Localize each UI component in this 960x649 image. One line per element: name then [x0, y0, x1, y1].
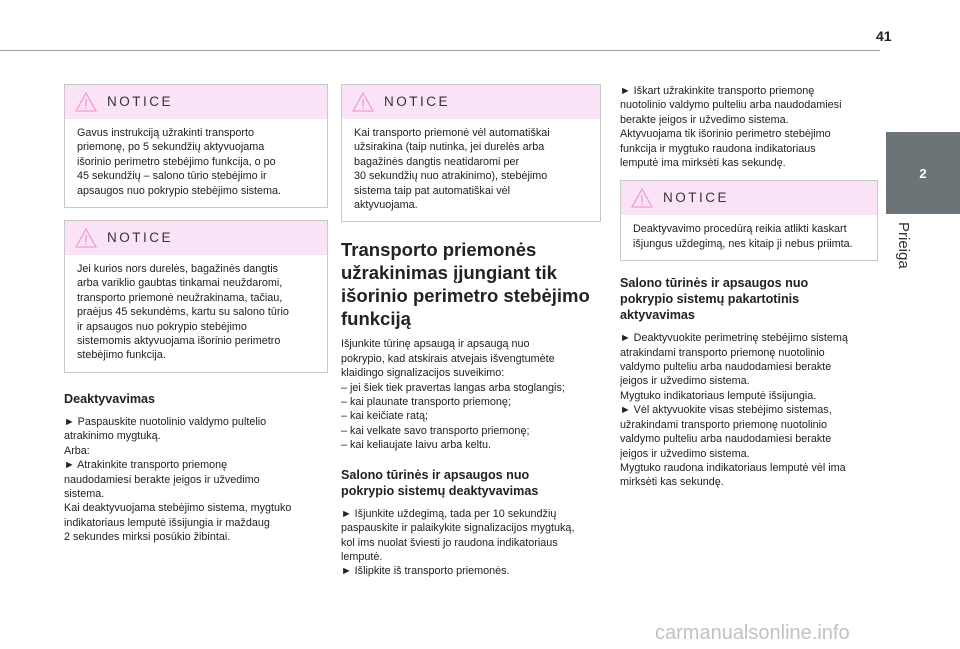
section-body: ► Deaktyvuokite perimetrinę stebėjimo sistemą atrakindami transporto priemonę nuotolinio valdymo pulteliu arba naudodamiesi berakte įeigos ir užvedimo sistema. Mygtuko indikatoriaus lemputė išsijungia. ► Vėl aktyvuokite visas stebėjimo sistemas, užrakindami transporto priemonę nuotolinio valdymo pulteliu arba naudodamiesi berakte įeigos ir užvedimo sistema. Mygtuko raudona indikatoriaus lemputė vėl ima mirksėti kas sekundę.: [620, 332, 848, 489]
notice-box: [64, 84, 328, 208]
chapter-number: 2: [919, 165, 927, 181]
watermark: carmanualsonline.info: [655, 622, 850, 644]
chapter-label: Prieiga: [895, 222, 912, 269]
notice-title: NOTICE: [384, 93, 451, 109]
notice-header: [65, 221, 327, 255]
notice-box: [620, 180, 878, 261]
section-body: Išjunkite tūrinę apsaugą ir apsaugą nuo pokrypio, kad atskirais atvejais išvengtumėte klaidingo signalizacijos suveikimo: – jei šiek tiek pravertas langas arba stoglangis; – kai plaunate transporto priemonę; – kai keičiate ratą; – kai velkate savo transporto priemonę; – kai keliaujate laivu arba keltu.: [341, 338, 565, 452]
chapter-tab[interactable]: [886, 132, 960, 214]
section-heading-volumetric-deactivation: Salono tūrinės ir apsaugos nuo pokrypio sistemų deaktyvavimas: [341, 467, 539, 498]
notice-header: [65, 85, 327, 119]
notice-title: NOTICE: [107, 93, 174, 109]
notice-header: [342, 85, 600, 119]
section-heading-perimeter-lock: Transporto priemonės užrakinimas įjungiant tik išorinio perimetro stebėjimo funkciją: [341, 239, 590, 330]
section-body: ► Išjunkite uždegimą, tada per 10 sekundžių paspauskite ir palaikykite signalizacijos mygtuką, kol ims nuolat šviesti jo raudona indikatoriaus lemputė. ► Išlipkite iš transporto priemonės.: [341, 507, 575, 578]
section-body: ► Iškart užrakinkite transporto priemonę nuotolinio valdymo pulteliu arba naudodamiesi berakte įeigos ir užvedimo sistema. Aktyvuojama tik išorinio perimetro stebėjimo funkcija ir mygtuko raudona indikatoriaus lemputė ima mirksėti kas sekundę.: [620, 85, 842, 170]
column-1: [64, 84, 328, 545]
notice-title: NOTICE: [107, 229, 174, 245]
notice-text: Deaktyvavimo procedūrą reikia atlikti kaskart išjungus uždegimą, nes kitaip ji nebus priimta.: [633, 223, 853, 250]
notice-text: Gavus instrukciją užrakinti transporto priemonę, po 5 sekundžių aktyvuojama išorinio perimetro stebėjimo funkcija, o po 45 sekundžių – salono tūrio stebėjimo ir apsaugos nuo pokrypio stebėjimo sistema.: [77, 127, 282, 197]
header-rule: [0, 50, 880, 51]
warning-icon: [75, 92, 97, 112]
notice-box: [341, 84, 601, 222]
notice-text: Kai transporto priemonė vėl automatiškai užsirakina (taip nutinka, jei durelės arba bagažinės dangtis neatidaromi per 30 sekundžių nuo atrakinimo), stebėjimo sistema taip pat automatiškai vėl aktyvuojama.: [354, 127, 550, 212]
section-heading-deactivation: Deaktyvavimas: [64, 391, 156, 406]
notice-text: Jei kurios nors durelės, bagažinės dangtis arba variklio gaubtas tinkamai neuždaromi, transporto priemonė neužrakinama, tačiau, praėjus 45 sekundėms, kartu su salono tūrio ir apsaugos nuo pokrypio stebėjimo sistemomis aktyvuojama išorinio perimetro stebėjimo funkcija.: [77, 263, 289, 362]
notice-header: [621, 181, 877, 215]
notice-title: NOTICE: [663, 190, 730, 206]
column-2: [341, 84, 601, 579]
warning-icon: [631, 188, 653, 208]
warning-icon: [75, 228, 97, 248]
section-heading-reactivation: Salono tūrinės ir apsaugos nuo pokrypio sistemų pakartotinis aktyvavimas: [620, 276, 809, 323]
warning-icon: [352, 92, 374, 112]
page-number: 41: [876, 28, 892, 44]
column-3: [620, 84, 878, 490]
section-body: ► Paspauskite nuotolinio valdymo pultelio atrakinimo mygtuką. Arba: ► Atrakinkite transporto priemonę naudodamiesi berakte įeigos ir užvedimo sistema. Kai deaktyvuojama stebėjimo sistema, mygtuko indikatoriaus lemputė išsijungia ir maždaug 2 sekundes mirksi posūkio žibintai.: [64, 415, 292, 544]
notice-box: [64, 220, 328, 373]
